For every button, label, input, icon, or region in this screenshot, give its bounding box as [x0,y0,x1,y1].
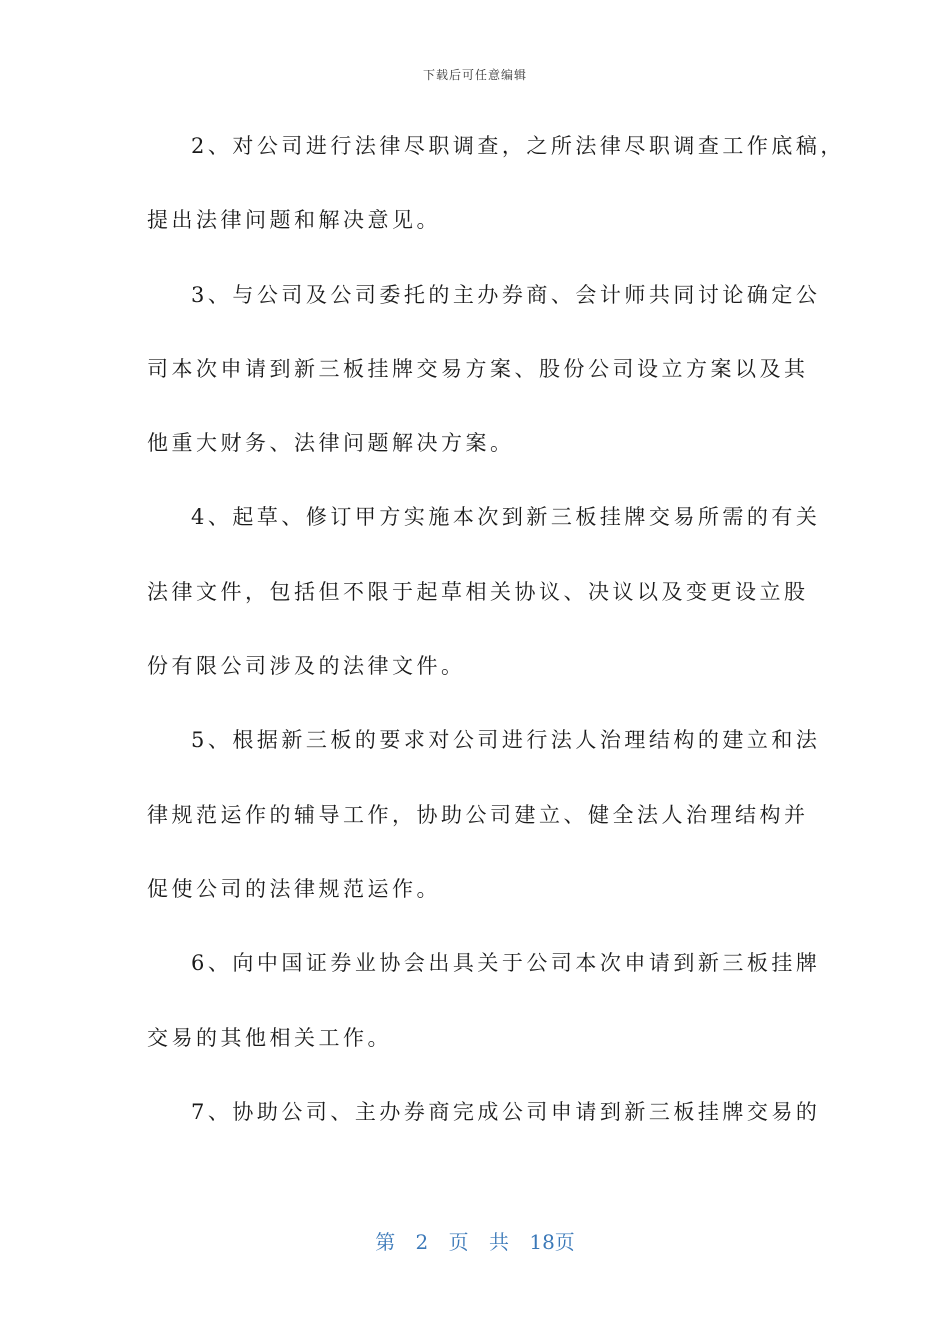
text-line: 5、根据新三板的要求对公司进行法人治理结构的建立和法 [191,728,821,753]
text-line: 4、起草、修订甲方实施本次到新三板挂牌交易所需的有关 [191,505,821,530]
text-line: 交易的其他相关工作。 [147,1025,392,1050]
footer-total-pages: 18页 [529,1230,575,1254]
text-line: 份有限公司涉及的法律文件。 [147,654,466,679]
page-header-note: 下载后可任意编辑 [422,68,527,82]
text-line: 律规范运作的辅导工作，协助公司建立、健全法人治理结构并 [147,802,809,827]
document-body [147,128,845,1168]
text-line: 3、与公司及公司委托的主办券商、会计师共同讨论确定公 [191,282,821,307]
footer-page-word: 页 [448,1230,469,1254]
text-line: 促使公司的法律规范运作。 [147,876,441,901]
text-line: 提出法律问题和解决意见。 [147,208,441,233]
text-line: 他重大财务、法律问题解决方案。 [147,431,515,456]
page-footer [0,1226,950,1255]
text-line: 6、向中国证券业协会出具关于公司本次申请到新三板挂牌 [191,951,821,976]
footer-prefix: 第 [375,1230,396,1254]
text-line: 司本次申请到新三板挂牌交易方案、股份公司设立方案以及其 [147,356,809,381]
text-line: 7、协助公司、主办券商完成公司申请到新三板挂牌交易的 [191,1099,821,1124]
footer-current-page: 2 [415,1230,429,1254]
text-line: 法律文件，包括但不限于起草相关协议、决议以及变更设立股 [147,579,809,604]
footer-total-word: 共 [489,1230,509,1254]
text-line: 2、对公司进行法律尽职调查，之所法律尽职调查工作底稿， [191,134,845,158]
